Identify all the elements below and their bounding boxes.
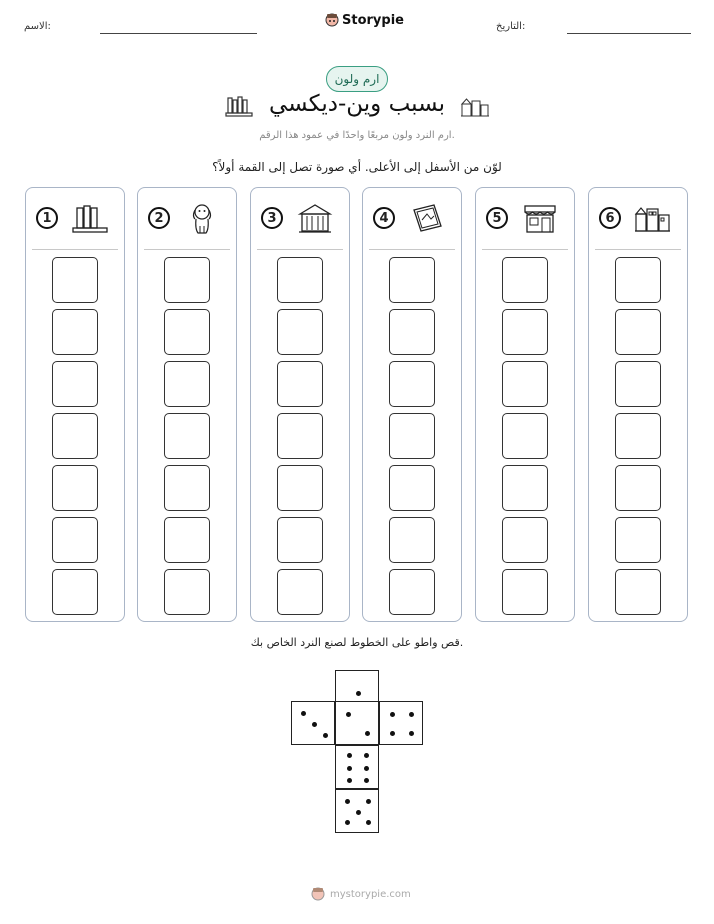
page-title: بسبب وين-ديكسي <box>268 91 446 117</box>
color-square[interactable] <box>615 309 661 355</box>
color-square[interactable] <box>389 413 435 459</box>
color-square[interactable] <box>277 309 323 355</box>
race-column-3 <box>250 187 350 622</box>
column-divider <box>595 249 681 250</box>
color-square[interactable] <box>164 257 210 303</box>
color-square[interactable] <box>277 361 323 407</box>
dog-icon <box>183 202 221 234</box>
column-number: 1 <box>36 207 58 229</box>
name-line[interactable] <box>100 33 257 34</box>
coloring-instruction: لوّن من الأسفل إلى الأعلى. أي صورة تصل إلى القمة أولاً؟ <box>212 160 502 174</box>
die-pip <box>347 753 352 758</box>
die-pip <box>365 731 370 736</box>
color-square[interactable] <box>52 309 98 355</box>
date-label: التاريخ: <box>496 21 526 32</box>
die-pip <box>366 799 371 804</box>
column-number: 2 <box>148 207 170 229</box>
color-square[interactable] <box>164 569 210 615</box>
color-square[interactable] <box>277 413 323 459</box>
die-pip <box>346 712 351 717</box>
color-square[interactable] <box>502 517 548 563</box>
color-square[interactable] <box>52 361 98 407</box>
die-face-2 <box>335 701 379 745</box>
color-square[interactable] <box>52 465 98 511</box>
color-square[interactable] <box>164 465 210 511</box>
color-square[interactable] <box>277 465 323 511</box>
race-column-6 <box>588 187 688 622</box>
die-face-6 <box>335 745 379 789</box>
die-pip <box>409 731 414 736</box>
page-subtitle: ارم النرد ولون مربعًا واحدًا في عمود هذا الرقم. <box>259 130 455 141</box>
column-number: 3 <box>261 207 283 229</box>
library-building-icon <box>296 202 334 234</box>
die-pip <box>390 712 395 717</box>
color-square[interactable] <box>164 309 210 355</box>
color-square[interactable] <box>277 569 323 615</box>
die-pip <box>390 731 395 736</box>
color-square[interactable] <box>164 361 210 407</box>
town-icon <box>634 202 672 234</box>
die-pip <box>356 810 361 815</box>
die-pip <box>364 778 369 783</box>
die-pip <box>409 712 414 717</box>
color-square[interactable] <box>502 309 548 355</box>
cut-instruction: قص واطو على الخطوط لصنع النرد الخاص بك. <box>250 636 464 649</box>
color-square[interactable] <box>389 257 435 303</box>
book-icon <box>408 202 446 234</box>
column-divider <box>144 249 230 250</box>
die-pip <box>347 766 352 771</box>
title-town-icon <box>460 96 490 118</box>
color-square[interactable] <box>502 569 548 615</box>
race-column-1 <box>25 187 125 622</box>
color-square[interactable] <box>615 465 661 511</box>
die-pip <box>364 753 369 758</box>
color-square[interactable] <box>52 517 98 563</box>
die-pip <box>345 820 350 825</box>
die-face-4 <box>379 701 423 745</box>
color-square[interactable] <box>52 413 98 459</box>
color-square[interactable] <box>389 517 435 563</box>
die-pip <box>323 733 328 738</box>
die-pip <box>345 799 350 804</box>
footer <box>310 886 411 902</box>
color-square[interactable] <box>164 413 210 459</box>
die-pip <box>364 766 369 771</box>
column-divider <box>32 249 118 250</box>
color-square[interactable] <box>615 361 661 407</box>
color-square[interactable] <box>389 309 435 355</box>
color-square[interactable] <box>502 361 548 407</box>
column-divider <box>257 249 343 250</box>
race-column-2 <box>137 187 237 622</box>
color-square[interactable] <box>502 257 548 303</box>
die-pip <box>347 778 352 783</box>
color-square[interactable] <box>389 361 435 407</box>
color-square[interactable] <box>502 413 548 459</box>
brand-name: Storypie <box>342 12 404 28</box>
column-number: 5 <box>486 207 508 229</box>
footer-url[interactable]: mystorypie.com <box>330 888 411 900</box>
race-column-4 <box>362 187 462 622</box>
column-divider <box>369 249 455 250</box>
color-square[interactable] <box>615 569 661 615</box>
color-square[interactable] <box>615 413 661 459</box>
activity-badge: ارم ولون <box>326 66 388 92</box>
race-column-5 <box>475 187 575 622</box>
color-square[interactable] <box>615 257 661 303</box>
footer-mascot-icon <box>310 886 326 902</box>
column-number: 6 <box>599 207 621 229</box>
date-line[interactable] <box>567 33 691 34</box>
column-divider <box>482 249 568 250</box>
die-pip <box>366 820 371 825</box>
color-square[interactable] <box>277 517 323 563</box>
color-square[interactable] <box>389 569 435 615</box>
die-pip <box>312 722 317 727</box>
die-pip <box>301 711 306 716</box>
color-square[interactable] <box>277 257 323 303</box>
die-face-5 <box>335 789 379 833</box>
color-square[interactable] <box>52 569 98 615</box>
die-face-3 <box>291 701 335 745</box>
color-square[interactable] <box>164 517 210 563</box>
color-square[interactable] <box>52 257 98 303</box>
color-square[interactable] <box>389 465 435 511</box>
column-number: 4 <box>373 207 395 229</box>
name-label: الاسم: <box>24 21 51 32</box>
store-icon <box>521 202 559 234</box>
brand-logo <box>325 12 404 28</box>
die-pip <box>356 691 361 696</box>
color-square[interactable] <box>502 465 548 511</box>
storypie-mascot-icon <box>325 12 339 28</box>
color-square[interactable] <box>615 517 661 563</box>
bookshelf-icon <box>71 202 109 234</box>
